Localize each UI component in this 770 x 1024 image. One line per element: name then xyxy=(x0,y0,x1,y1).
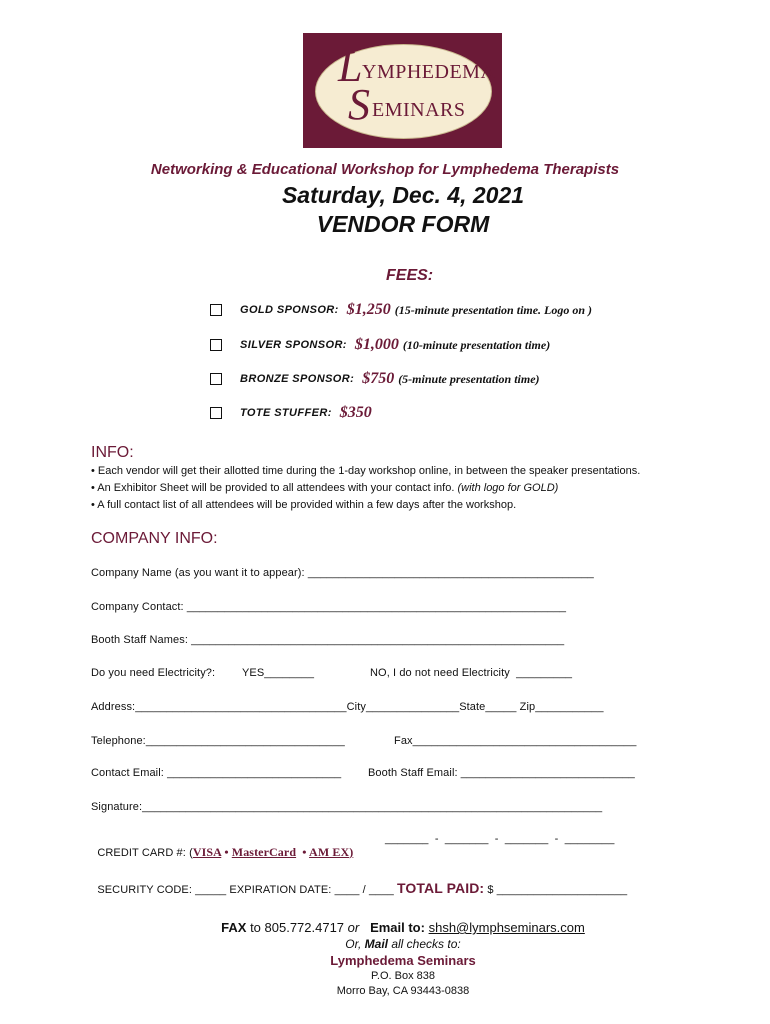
payment-row xyxy=(91,868,627,896)
fee-option-gold[interactable] xyxy=(210,300,592,320)
contact-email-field[interactable]: Contact Email: ____________________________ xyxy=(91,767,342,779)
credit-card-row xyxy=(91,833,353,860)
cc-close-paren: ) xyxy=(349,845,354,859)
info-line-2-note: (with logo for GOLD) xyxy=(457,482,559,494)
separator: • xyxy=(296,845,310,859)
gold-checkbox[interactable] xyxy=(210,304,222,316)
fax-email-line xyxy=(0,920,770,935)
info-heading: INFO: xyxy=(91,444,134,461)
fee-name: GOLD SPONSOR: xyxy=(240,304,339,316)
mail-line xyxy=(0,937,770,951)
logo-word1: YMPHEDEMA xyxy=(362,61,496,83)
info-line-2-text: • An Exhibitor Sheet will be provided to all attendees with your contact info. xyxy=(91,482,455,494)
workshop-subtitle: Networking & Educational Workshop for Lymphedema Therapists xyxy=(150,161,620,178)
fee-price: $1,000 xyxy=(354,336,399,353)
fee-name: BRONZE SPONSOR: xyxy=(240,373,355,385)
logo-initial-s: S xyxy=(348,80,371,129)
fax-field[interactable]: Fax____________________________________ xyxy=(394,735,637,747)
security-expiration-field[interactable]: SECURITY CODE: _____ EXPIRATION DATE: ____ / ____ xyxy=(97,884,397,896)
logo-word2: EMINARS xyxy=(372,99,466,121)
fee-name: TOTE STUFFER: xyxy=(240,407,332,419)
info-line-1: • Each vendor will get their allotted time during the 1-day workshop online, in between the speaker presentations. xyxy=(91,465,641,477)
address-field[interactable]: Address:__________________________________City_______________State_____ Zip___________ xyxy=(91,701,604,713)
bronze-checkbox[interactable] xyxy=(210,373,222,385)
fee-note: (15-minute presentation time. Logo on ) xyxy=(394,302,593,317)
fax-number: to 805.772.4717 xyxy=(246,920,348,935)
separator: • xyxy=(221,845,232,859)
fee-name: SILVER SPONSOR: xyxy=(240,339,347,351)
or-text: Or, xyxy=(345,937,362,951)
event-date: Saturday, Dec. 4, 2021 xyxy=(281,182,525,208)
company-info-heading: COMPANY INFO: xyxy=(91,530,218,547)
org-name: Lymphedema Seminars xyxy=(330,953,476,968)
total-paid-label: TOTAL PAID: xyxy=(397,880,485,896)
fee-option-tote[interactable] xyxy=(210,403,372,423)
email-label: Email to: xyxy=(370,920,425,935)
signature-field[interactable]: Signature:__________________________________________________________________________ xyxy=(91,801,603,813)
logo xyxy=(303,33,502,148)
city-line: Morro Bay, CA 93443-0838 xyxy=(336,985,470,997)
tote-checkbox[interactable] xyxy=(210,407,222,419)
company-contact-field[interactable]: Company Contact: _____________________________________________________________ xyxy=(91,601,567,613)
email-link[interactable]: shsh@lymphseminars.com xyxy=(428,920,585,935)
booth-staff-email-field[interactable]: Booth Staff Email: ____________________________ xyxy=(368,767,635,779)
credit-card-number-field[interactable]: _______ - _______ - _______ - ________ xyxy=(385,833,615,845)
fee-option-bronze[interactable] xyxy=(210,369,540,389)
form-title: VENDOR FORM xyxy=(316,211,490,237)
electricity-no-field[interactable]: NO, I do not need Electricity _________ xyxy=(370,667,573,679)
company-name-field[interactable]: Company Name (as you want it to appear): ______________________________________________ xyxy=(91,567,594,579)
electricity-yes-field[interactable]: YES________ xyxy=(242,667,315,679)
info-line-3: • A full contact list of all attendees will be provided within a few days after the workshop. xyxy=(91,499,517,511)
fax-label: FAX xyxy=(221,920,247,935)
or-text: or xyxy=(347,920,360,935)
telephone-field[interactable]: Telephone:________________________________ xyxy=(91,735,345,747)
mail-rest: all checks to: xyxy=(388,937,461,951)
booth-staff-field[interactable]: Booth Staff Names: ____________________________________________________________ xyxy=(91,634,565,646)
silver-checkbox[interactable] xyxy=(210,339,222,351)
mail-label: Mail xyxy=(364,937,388,951)
fee-note: (10-minute presentation time) xyxy=(402,337,551,352)
fee-option-silver[interactable] xyxy=(210,335,550,355)
info-line-2 xyxy=(91,482,558,494)
fee-price: $1,250 xyxy=(346,301,391,318)
visa-label: VISA xyxy=(192,845,222,859)
credit-card-label: CREDIT CARD #: ( xyxy=(97,847,193,859)
logo-oval xyxy=(315,42,496,139)
fee-price: $350 xyxy=(339,404,372,421)
amex-label: AM EX xyxy=(309,845,350,859)
fee-price: $750 xyxy=(362,370,395,387)
fees-heading: FEES: xyxy=(386,267,434,284)
logo-initial-l: L xyxy=(338,42,363,91)
total-paid-field[interactable]: $ _____________________ xyxy=(484,884,628,896)
mastercard-label: MasterCard xyxy=(231,845,297,859)
fee-note: (5-minute presentation time) xyxy=(398,371,540,386)
po-box: P.O. Box 838 xyxy=(370,970,435,982)
electricity-question: Do you need Electricity?: xyxy=(91,667,216,679)
